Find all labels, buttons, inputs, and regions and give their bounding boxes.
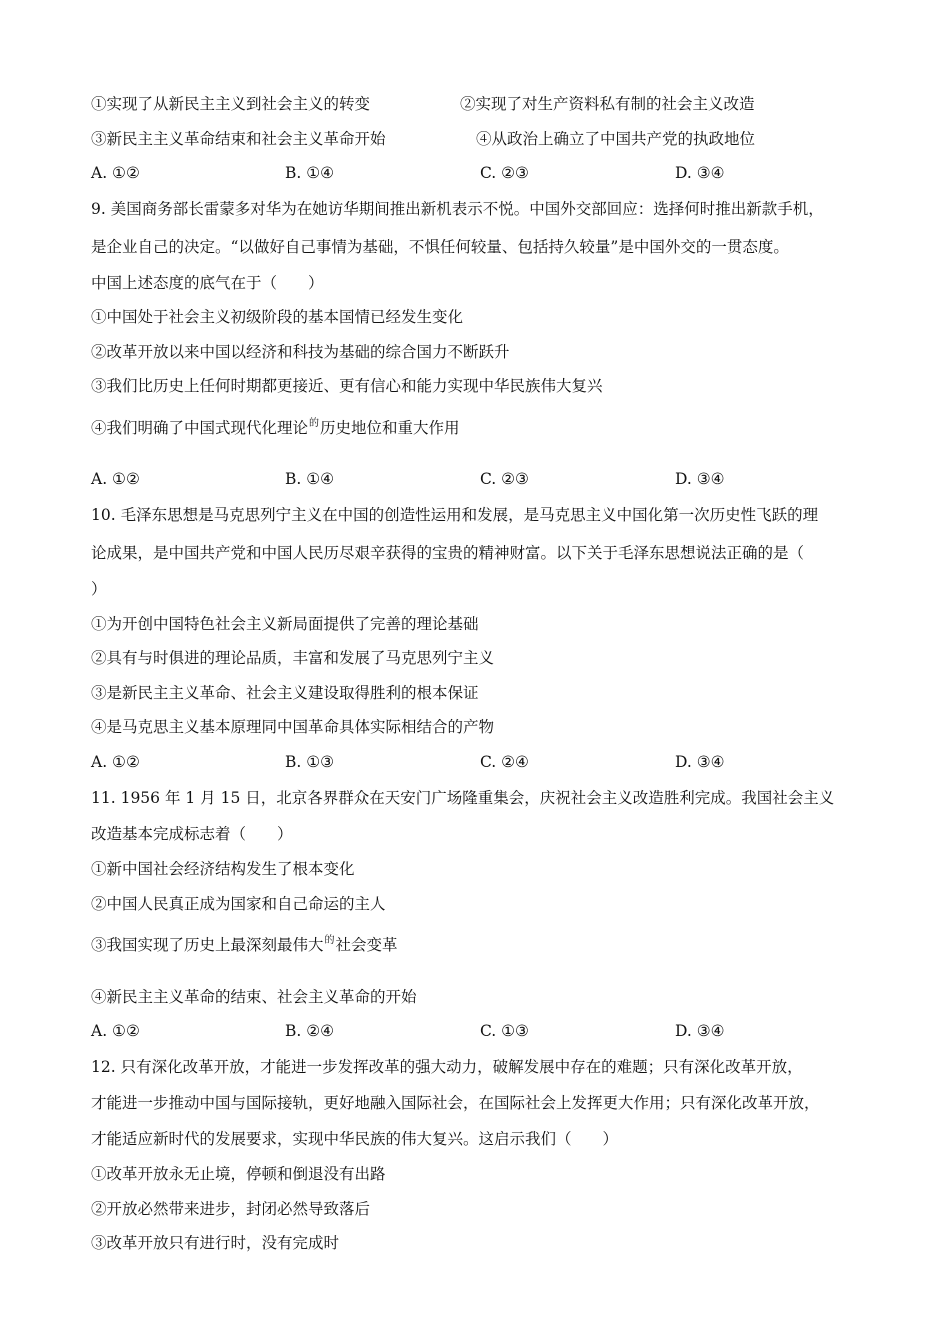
q11-option-b: B. ②④ [285, 1022, 335, 1040]
q12-stem-line-1: 12. 只有深化改革开放，才能进一步发挥改革的强大动力，破解发展中存在的难题；只有深化改革开放， [91, 1058, 803, 1076]
q10-statement-4: ④是马克思主义基本原理同中国革命具体实际相结合的产物 [91, 718, 495, 736]
q12-stem-line-2: 才能进一步推动中国与国际接轨，更好地融入国际社会，在国际社会上发挥更大作用；只有深化改革开放， [91, 1094, 820, 1112]
q9-statement-4-part-2: 历史地位和重大作用 [320, 419, 460, 437]
q10-option-d: D. ③④ [675, 753, 725, 771]
q11-option-d: D. ③④ [675, 1022, 725, 1040]
q9-option-a: A. ①② [91, 470, 140, 488]
q8-statement-2: ②实现了对生产资料私有制的社会主义改造 [460, 95, 755, 113]
q10-statement-3: ③是新民主主义革命、社会主义建设取得胜利的根本保证 [91, 684, 479, 702]
q11-statement-3-part-1: ③我国实现了历史上最深刻最伟大 [91, 936, 324, 954]
q9-statement-2: ②改革开放以来中国以经济和科技为基础的综合国力不断跃升 [91, 343, 510, 361]
q10-stem-line-3: ） [91, 580, 107, 598]
q9-statement-4-superscript: 的 [309, 418, 320, 429]
q8-option-d: D. ③④ [675, 164, 725, 182]
q10-statement-1: ①为开创中国特色社会主义新局面提供了完善的理论基础 [91, 615, 479, 633]
q8-statement-1: ①实现了从新民主主义到社会主义的转变 [91, 95, 371, 113]
q9-statement-4 [91, 414, 460, 438]
q11-statement-4: ④新民主主义革命的结束、社会主义革命的开始 [91, 988, 417, 1006]
q11-option-a: A. ①② [91, 1022, 140, 1040]
q11-statement-3 [91, 931, 398, 955]
q10-statement-2: ②具有与时俱进的理论品质，丰富和发展了马克思列宁主义 [91, 649, 495, 667]
q8-statement-4: ④从政治上确立了中国共产党的执政地位 [476, 130, 756, 148]
q8-statement-3: ③新民主主义革命结束和社会主义革命开始 [91, 130, 386, 148]
q8-option-b: B. ①④ [285, 164, 335, 182]
q9-stem-line-2: 是企业自己的决定。“以做好自己事情为基础，不惧任何较量、包括持久较量”是中国外交的一贯态度。 [91, 238, 789, 256]
q9-option-c: C. ②③ [480, 470, 529, 488]
q9-stem-line-3: 中国上述态度的底气在于（ ） [91, 274, 324, 292]
q9-option-b: B. ①④ [285, 470, 335, 488]
q9-statement-4-part-1: ④我们明确了中国式现代化理论 [91, 419, 309, 437]
q12-statement-1: ①改革开放永无止境，停顿和倒退没有出路 [91, 1165, 386, 1183]
q11-stem-line-1: 11. 1956 年 1 月 15 日，北京各界群众在天安门广场隆重集会，庆祝社会主义改造胜利完成。我国社会主义 [91, 789, 835, 807]
q12-stem-line-3: 才能适应新时代的发展要求，实现中华民族的伟大复兴。这启示我们（ ） [91, 1130, 619, 1148]
q10-option-a: A. ①② [91, 753, 140, 771]
q9-statement-3: ③我们比历史上任何时期都更接近、更有信心和能力实现中华民族伟大复兴 [91, 377, 603, 395]
q10-stem-line-1: 10. 毛泽东思想是马克思列宁主义在中国的创造性运用和发展，是马克思主义中国化第一次历史性飞跃的理 [91, 506, 819, 524]
q10-option-b: B. ①③ [285, 753, 335, 771]
q9-option-d: D. ③④ [675, 470, 725, 488]
q10-stem-line-2: 论成果，是中国共产党和中国人民历尽艰辛获得的宝贵的精神财富。以下关于毛泽东思想说法正确的是（ [91, 544, 805, 562]
q12-statement-2: ②开放必然带来进步，封闭必然导致落后 [91, 1200, 371, 1218]
q11-statement-3-superscript: 的 [324, 935, 335, 946]
q11-stem-line-2: 改造基本完成标志着（ ） [91, 825, 293, 843]
q11-statement-3-part-2: 社会变革 [335, 936, 398, 954]
q10-option-c: C. ②④ [480, 753, 529, 771]
q11-option-c: C. ①③ [480, 1022, 529, 1040]
q11-statement-1: ①新中国社会经济结构发生了根本变化 [91, 860, 355, 878]
q12-statement-3: ③改革开放只有进行时，没有完成时 [91, 1234, 340, 1252]
q8-option-a: A. ①② [91, 164, 140, 182]
q9-stem-line-1: 9. 美国商务部长雷蒙多对华为在她访华期间推出新机表示不悦。中国外交部回应：选择何时推出新款手机， [91, 200, 824, 218]
q9-statement-1: ①中国处于社会主义初级阶段的基本国情已经发生变化 [91, 308, 464, 326]
q8-option-c: C. ②③ [480, 164, 529, 182]
q11-statement-2: ②中国人民真正成为国家和自己命运的主人 [91, 895, 386, 913]
